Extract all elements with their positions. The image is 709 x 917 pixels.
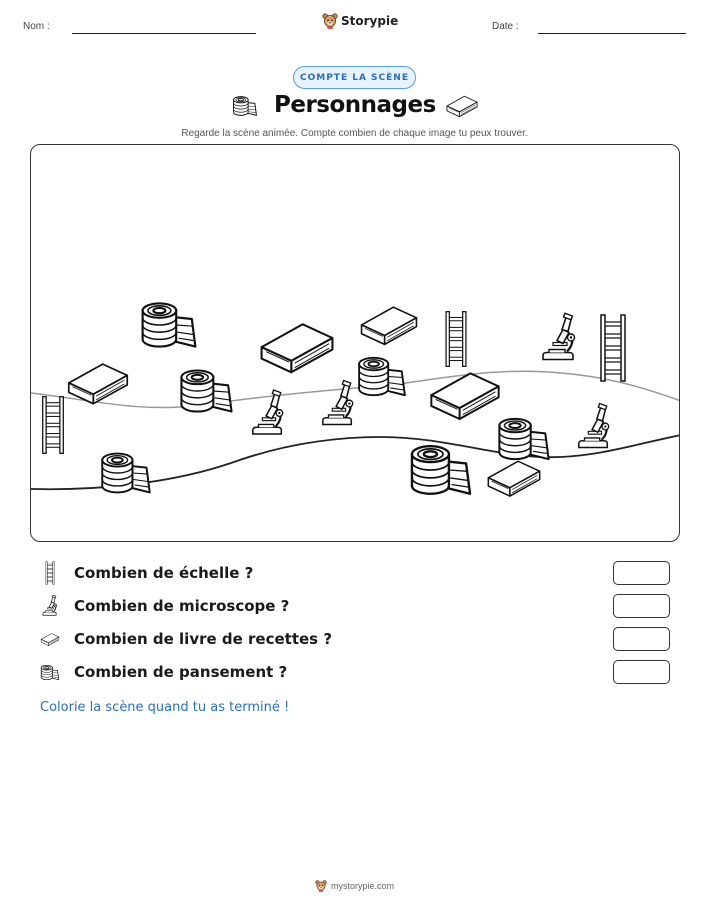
answer-box-microscope[interactable]	[613, 594, 670, 618]
activity-badge: COMPTE LA SCÈNE	[293, 66, 416, 89]
bandage-icon	[143, 303, 196, 346]
answer-box-book[interactable]	[613, 627, 670, 651]
microscope-icon	[579, 404, 609, 448]
book-icon	[40, 630, 60, 648]
footer-url[interactable]: mystorypie.com	[330, 881, 394, 891]
question-text: Combien de échelle ?	[74, 564, 254, 582]
book-icon	[362, 307, 417, 344]
question-text: Combien de pansement ?	[74, 663, 288, 681]
bandage-icon	[40, 663, 60, 682]
scene-frame[interactable]	[30, 144, 680, 542]
date-label: Date :	[492, 21, 519, 32]
book-icon	[69, 364, 127, 404]
bandage-icon	[181, 370, 231, 411]
instructions: Regarde la scène animée. Compte combien de chaque image tu peux trouver.	[181, 128, 528, 139]
book-icon	[488, 461, 539, 496]
bear-icon	[322, 13, 338, 29]
bear-icon	[315, 880, 327, 892]
question-row-microscope	[40, 593, 670, 619]
answer-box-ladder[interactable]	[613, 561, 670, 585]
ladder-icon	[601, 315, 625, 381]
book-icon	[431, 373, 498, 419]
answer-box-bandage[interactable]	[613, 660, 670, 684]
microscope-icon	[543, 313, 575, 359]
bandage-icon	[102, 454, 150, 493]
book-icon	[445, 93, 479, 118]
book-icon	[262, 324, 333, 372]
ladder-icon	[43, 397, 64, 454]
microscope-icon	[41, 595, 59, 617]
name-label: Nom :	[23, 21, 50, 32]
question-text: Combien de microscope ?	[74, 597, 290, 615]
brand-logo	[322, 13, 398, 29]
bandage-icon	[359, 358, 405, 395]
scene-illustration	[31, 145, 680, 542]
page-title: Personnages	[274, 92, 436, 118]
footer	[0, 880, 709, 892]
bandage-icon	[232, 94, 258, 118]
bandage-icon	[499, 419, 548, 459]
date-line[interactable]	[538, 33, 686, 34]
ladder-icon	[44, 561, 56, 585]
question-row-bandage	[40, 659, 670, 685]
ladder-icon	[446, 312, 466, 367]
name-line[interactable]	[72, 33, 256, 34]
brand-name: Storypie	[341, 14, 399, 28]
coloring-instruction: Colorie la scène quand tu as terminé !	[40, 700, 290, 715]
microscope-icon	[323, 381, 353, 425]
bandage-icon	[412, 446, 470, 494]
hill-line-back	[31, 371, 680, 407]
question-row-ladder	[40, 560, 670, 586]
question-text: Combien de livre de recettes ?	[74, 630, 333, 648]
question-row-book	[40, 626, 670, 652]
